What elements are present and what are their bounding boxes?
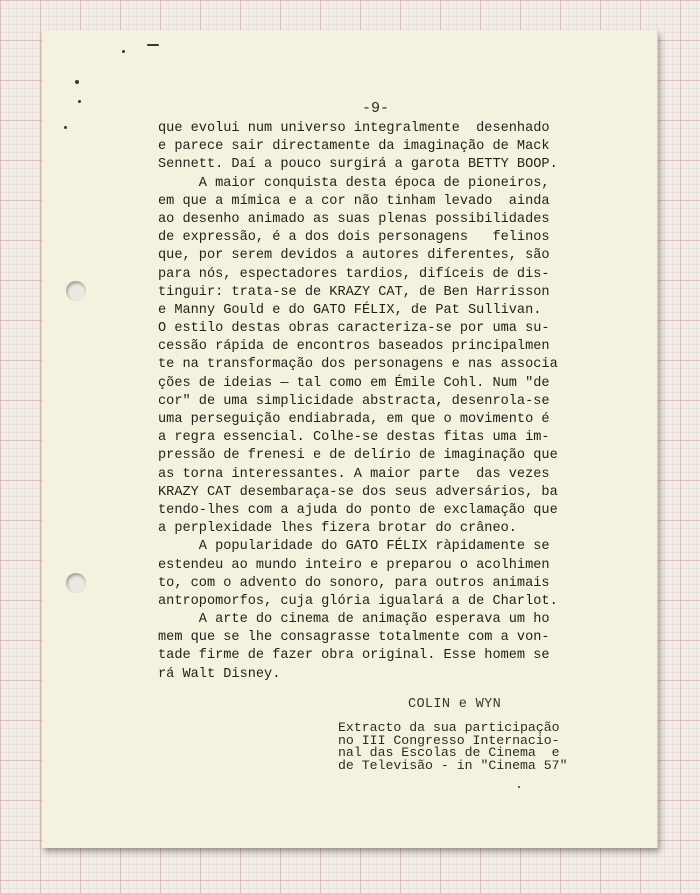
paragraph-3 [158, 538, 606, 611]
text-line: ções de ideias — tal como em Émile Cohl. Num "de [158, 375, 550, 391]
text-line: O estilo destas obras caracteriza-se por uma su- [158, 321, 550, 337]
page-number: -9- [362, 100, 390, 117]
paragraph-2 [158, 175, 606, 539]
source-line: de Televisão - in "Cinema 57" [338, 757, 568, 773]
text-line: que evolui num universo integralmente desenhado [158, 121, 550, 136]
text-line: antropomorfos, cuja glória igualará a de Charlot. [158, 593, 558, 609]
text-line: rá Walt Disney. [158, 666, 281, 682]
paragraph-1 [158, 120, 606, 175]
punch-hole-lower [66, 573, 86, 593]
ink-speck [64, 126, 67, 129]
text-line: em que a mímica e a cor não tinham levado ainda [158, 193, 550, 209]
text-line: a regra essencial. Colhe-se destas fitas uma im- [158, 430, 550, 446]
text-line: tendo-lhes com a ajuda do ponto de exclamação que [158, 502, 558, 518]
text-line: cessão rápida de encontros baseados principalmen [158, 339, 550, 355]
source-line: no III Congresso Internacio- [338, 732, 560, 748]
text-line: as torna interessantes. A maior parte das vezes [158, 466, 550, 482]
ink-speck [518, 786, 520, 788]
text-line: KRAZY CAT desembaraça-se dos seus adversários, ba [158, 484, 558, 500]
text-line: cor" de uma simplicidade abstracta, desenrola-se [158, 393, 550, 409]
source-note [338, 722, 608, 772]
text-line: e parece sair directamente da imaginação de Mack [158, 139, 550, 155]
text-line: tade firme de fazer obra original. Esse homem se [158, 648, 550, 664]
ink-speck [147, 44, 159, 46]
punch-hole-upper [66, 281, 86, 301]
text-line: para nós, espectadores tardios, difíceis de dis- [158, 266, 550, 282]
text-line: a perplexidade lhes fizera brotar do crâneo. [158, 521, 517, 537]
text-line: A maior conquista desta época de pioneiros, [158, 175, 550, 191]
ink-speck [78, 100, 81, 103]
text-line: que, por serem devidos a autores diferentes, são [158, 248, 550, 264]
text-line: te na transformação dos personagens e nas associa [158, 357, 558, 373]
text-line: ao desenho animado as suas plenas possibilidades [158, 211, 550, 227]
text-line: to, com o advento do sonoro, para outros animais [158, 575, 550, 591]
text-line: e Manny Gould e do GATO FÉLIX, de Pat Sullivan. [158, 302, 542, 318]
text-line: estendeu ao mundo inteiro e preparou o acolhimen [158, 557, 550, 573]
author-signature: COLIN e WYN [408, 697, 502, 712]
text-line: pressão de frenesi e de delírio de imaginação que [158, 448, 558, 464]
text-line: uma perseguição endiabrada, em que o movimento é [158, 412, 550, 427]
text-line: tinguir: trata-se de KRAZY CAT, de Ben Harrisson [158, 284, 550, 300]
source-line: Extracto da sua participação [338, 720, 560, 735]
text-line: A popularidade do GATO FÉLIX ràpidamente se [158, 539, 550, 555]
body-text [158, 120, 606, 684]
text-line: A arte do cinema de animação esperava um ho [158, 612, 550, 628]
text-line: Sennett. Daí a pouco surgirá a garota BETTY BOOP. [158, 157, 558, 173]
ink-speck [122, 50, 125, 53]
source-line: nal das Escolas de Cinema e [338, 745, 560, 760]
ink-speck [75, 80, 79, 84]
text-line: de expressão, é a dos dois personagens felinos [158, 230, 550, 246]
paragraph-4 [158, 611, 606, 684]
text-line: mem que se lhe consagrasse totalmente com a von- [158, 630, 550, 646]
